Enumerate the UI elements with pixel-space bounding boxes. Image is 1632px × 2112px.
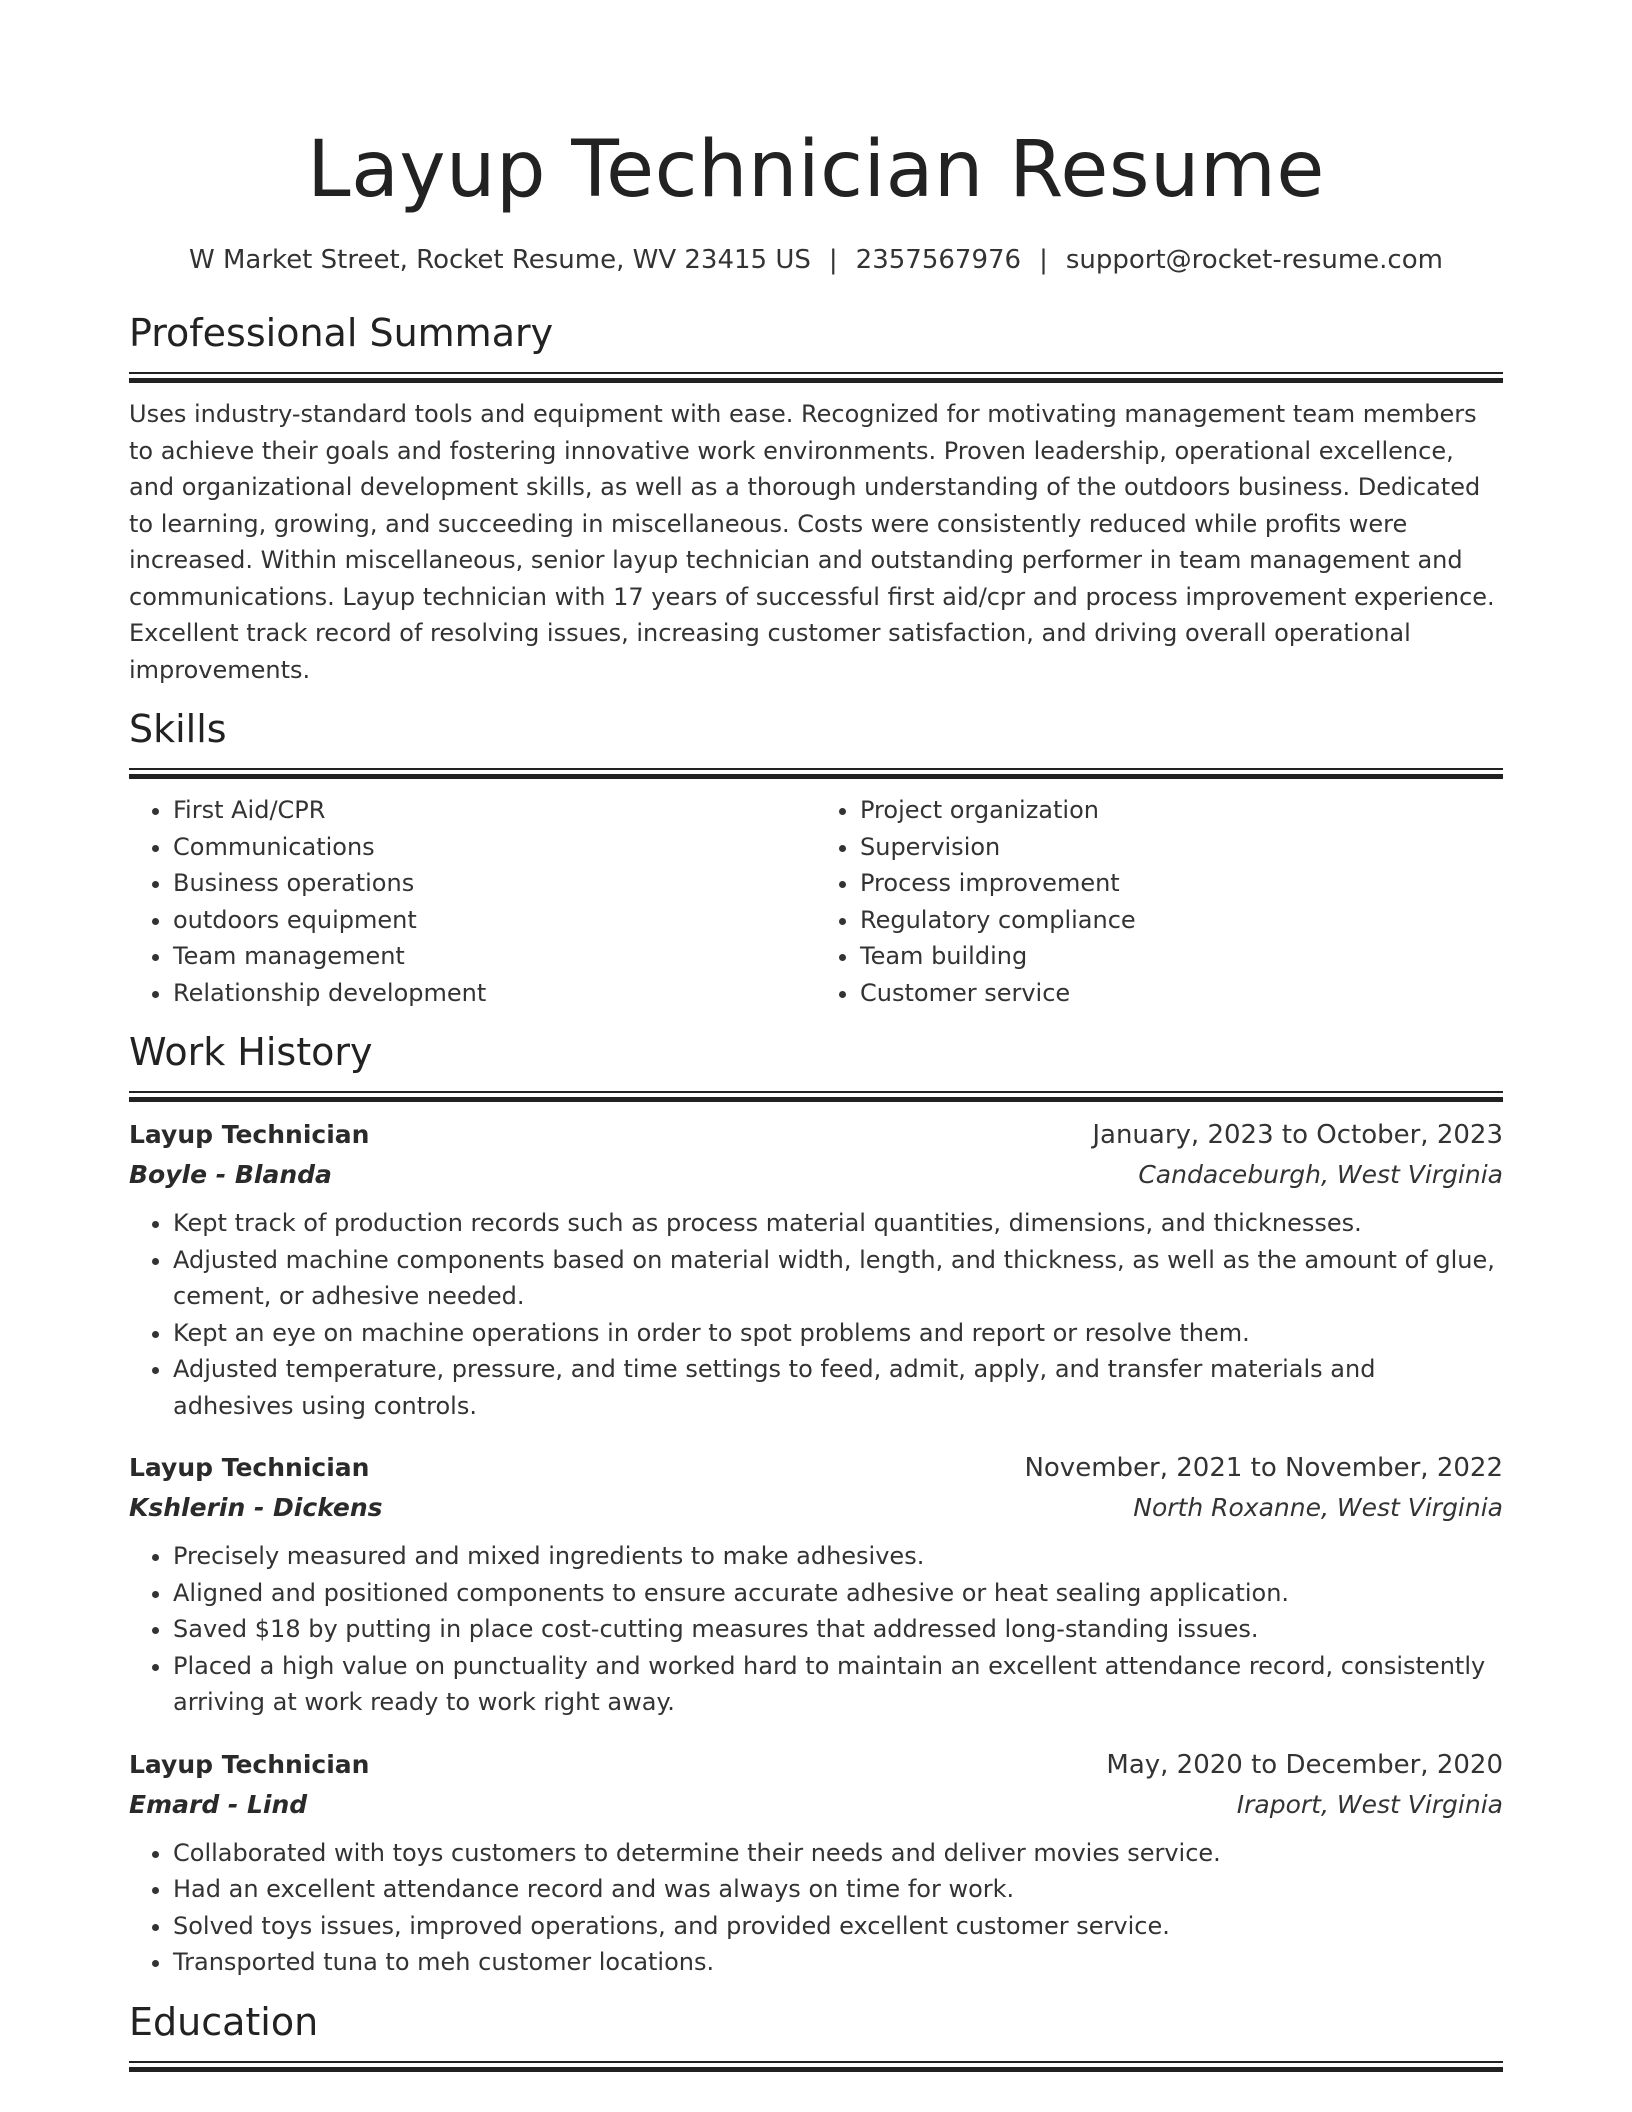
skill-item: • Team building <box>860 938 1503 975</box>
job-company-row <box>129 1488 1503 1528</box>
section-title-summary: Professional Summary <box>129 311 554 355</box>
skills-section <box>129 704 1503 1011</box>
skill-item: • Customer service <box>860 975 1503 1012</box>
summary-text: Uses industry-standard tools and equipment with ease. Recognized for motivating management team members to achieve their goals and fostering innovative work environments. Proven leadership, operational excellence, and organizational development skills, as well as a thorough understanding of the outdoors business. Dedicated to learning, growing, and succeeding in miscellaneous. Costs were consistently reduced while profits were increased. Within miscellaneous, senior layup technician and outstanding performer in team management and communications. Layup technician with 17 years of successful first aid/cpr and process improvement experience. Excellent track record of resolving issues, increasing customer satisfaction, and driving overall operational improvements. <box>129 400 1495 684</box>
job-bullets <box>129 1835 1503 1981</box>
job-bullet: • Saved $18 by putting in place cost-cutting measures that addressed long-standing issues. <box>173 1611 1503 1648</box>
job-bullet: • Kept an eye on machine operations in order to spot problems and report or resolve them. <box>173 1315 1503 1352</box>
section-title-skills: Skills <box>129 707 227 751</box>
job-bullet: • Precisely measured and mixed ingredients to make adhesives. <box>173 1538 1503 1575</box>
skill-item: • outdoors equipment <box>173 902 816 939</box>
skill-item: • First Aid/CPR <box>173 792 816 829</box>
job-title: Layup Technician <box>129 1749 370 1779</box>
skill-item: • Communications <box>173 829 816 866</box>
job-bullet: • Adjusted machine components based on material width, length, and thickness, as well as the amount of glue, cement, or adhesive needed. <box>173 1242 1503 1315</box>
skill-item: • Relationship development <box>173 975 816 1012</box>
job-bullet: • Placed a high value on punctuality and worked hard to maintain an excellent attendance record, consistently arriving at work ready to work right away. <box>173 1648 1503 1721</box>
job-entry <box>129 1115 1503 1424</box>
skills-columns <box>129 792 1503 1011</box>
job-location: North Roxanne, West Virginia <box>1133 1493 1503 1522</box>
summary-section <box>129 308 1503 688</box>
job-company: Boyle - Blanda <box>129 1160 332 1189</box>
resume-title: Layup Technician Resume <box>307 125 1325 215</box>
skill-item: • Regulatory compliance <box>860 902 1503 939</box>
section-divider <box>129 372 1503 382</box>
skill-item: • Team management <box>173 938 816 975</box>
contact-email: support@rocket-resume.com <box>1065 245 1443 275</box>
job-bullet: • Kept track of production records such as process material quantities, dimensions, and thicknesses. <box>173 1205 1503 1242</box>
section-divider <box>129 768 1503 778</box>
job-header-row <box>129 1448 1503 1488</box>
job-dates: May, 2020 to December, 2020 <box>1106 1749 1503 1780</box>
job-company-row <box>129 1155 1503 1195</box>
job-header-row <box>129 1115 1503 1155</box>
job-company: Emard - Lind <box>129 1789 308 1819</box>
job-location: Iraport, West Virginia <box>1236 1789 1503 1819</box>
section-title-education: Education <box>129 1999 319 2044</box>
job-location: Candaceburgh, West Virginia <box>1138 1160 1503 1189</box>
section-divider <box>129 2061 1503 2071</box>
job-bullet: • Collaborated with toys customers to determine their needs and deliver movies service. <box>173 1835 1503 1872</box>
skills-left-column <box>129 792 816 1011</box>
section-title-work-history: Work History <box>129 1030 373 1074</box>
contact-separator: | <box>828 245 838 275</box>
job-bullet: • Had an excellent attendance record and was always on time for work. <box>173 1871 1503 1908</box>
job-bullets <box>129 1538 1503 1721</box>
work-history-section <box>129 1027 1503 1981</box>
job-bullet: • Aligned and positioned components to ensure accurate adhesive or heat sealing application. <box>173 1575 1503 1612</box>
job-entry <box>129 1745 1503 1981</box>
job-entry <box>129 1448 1503 1721</box>
job-title: Layup Technician <box>129 1453 370 1482</box>
skills-right-column <box>816 792 1503 1011</box>
job-header-row <box>129 1745 1503 1785</box>
job-title: Layup Technician <box>129 1120 370 1149</box>
contact-phone: 2357567976 <box>855 245 1022 275</box>
education-section <box>129 1997 1503 2071</box>
skill-item: • Process improvement <box>860 865 1503 902</box>
job-company-row <box>129 1785 1503 1825</box>
contact-separator: | <box>1039 245 1048 275</box>
job-bullet: • Adjusted temperature, pressure, and time settings to feed, admit, apply, and transfer materials and adhesives using controls. <box>173 1351 1503 1424</box>
section-divider <box>129 1091 1503 1101</box>
job-company: Kshlerin - Dickens <box>129 1493 383 1522</box>
job-dates: January, 2023 to October, 2023 <box>1092 1120 1503 1150</box>
contact-address: W Market Street, Rocket Resume, WV 23415 US <box>189 245 811 275</box>
skill-item: • Supervision <box>860 829 1503 866</box>
job-dates: November, 2021 to November, 2022 <box>1024 1453 1503 1483</box>
job-bullets <box>129 1205 1503 1424</box>
job-bullet: • Transported tuna to meh customer locations. <box>173 1944 1503 1981</box>
skill-item: • Project organization <box>860 792 1503 829</box>
contact-line <box>129 242 1503 278</box>
skill-item: • Business operations <box>173 865 816 902</box>
job-bullet: • Solved toys issues, improved operations, and provided excellent customer service. <box>173 1908 1503 1945</box>
